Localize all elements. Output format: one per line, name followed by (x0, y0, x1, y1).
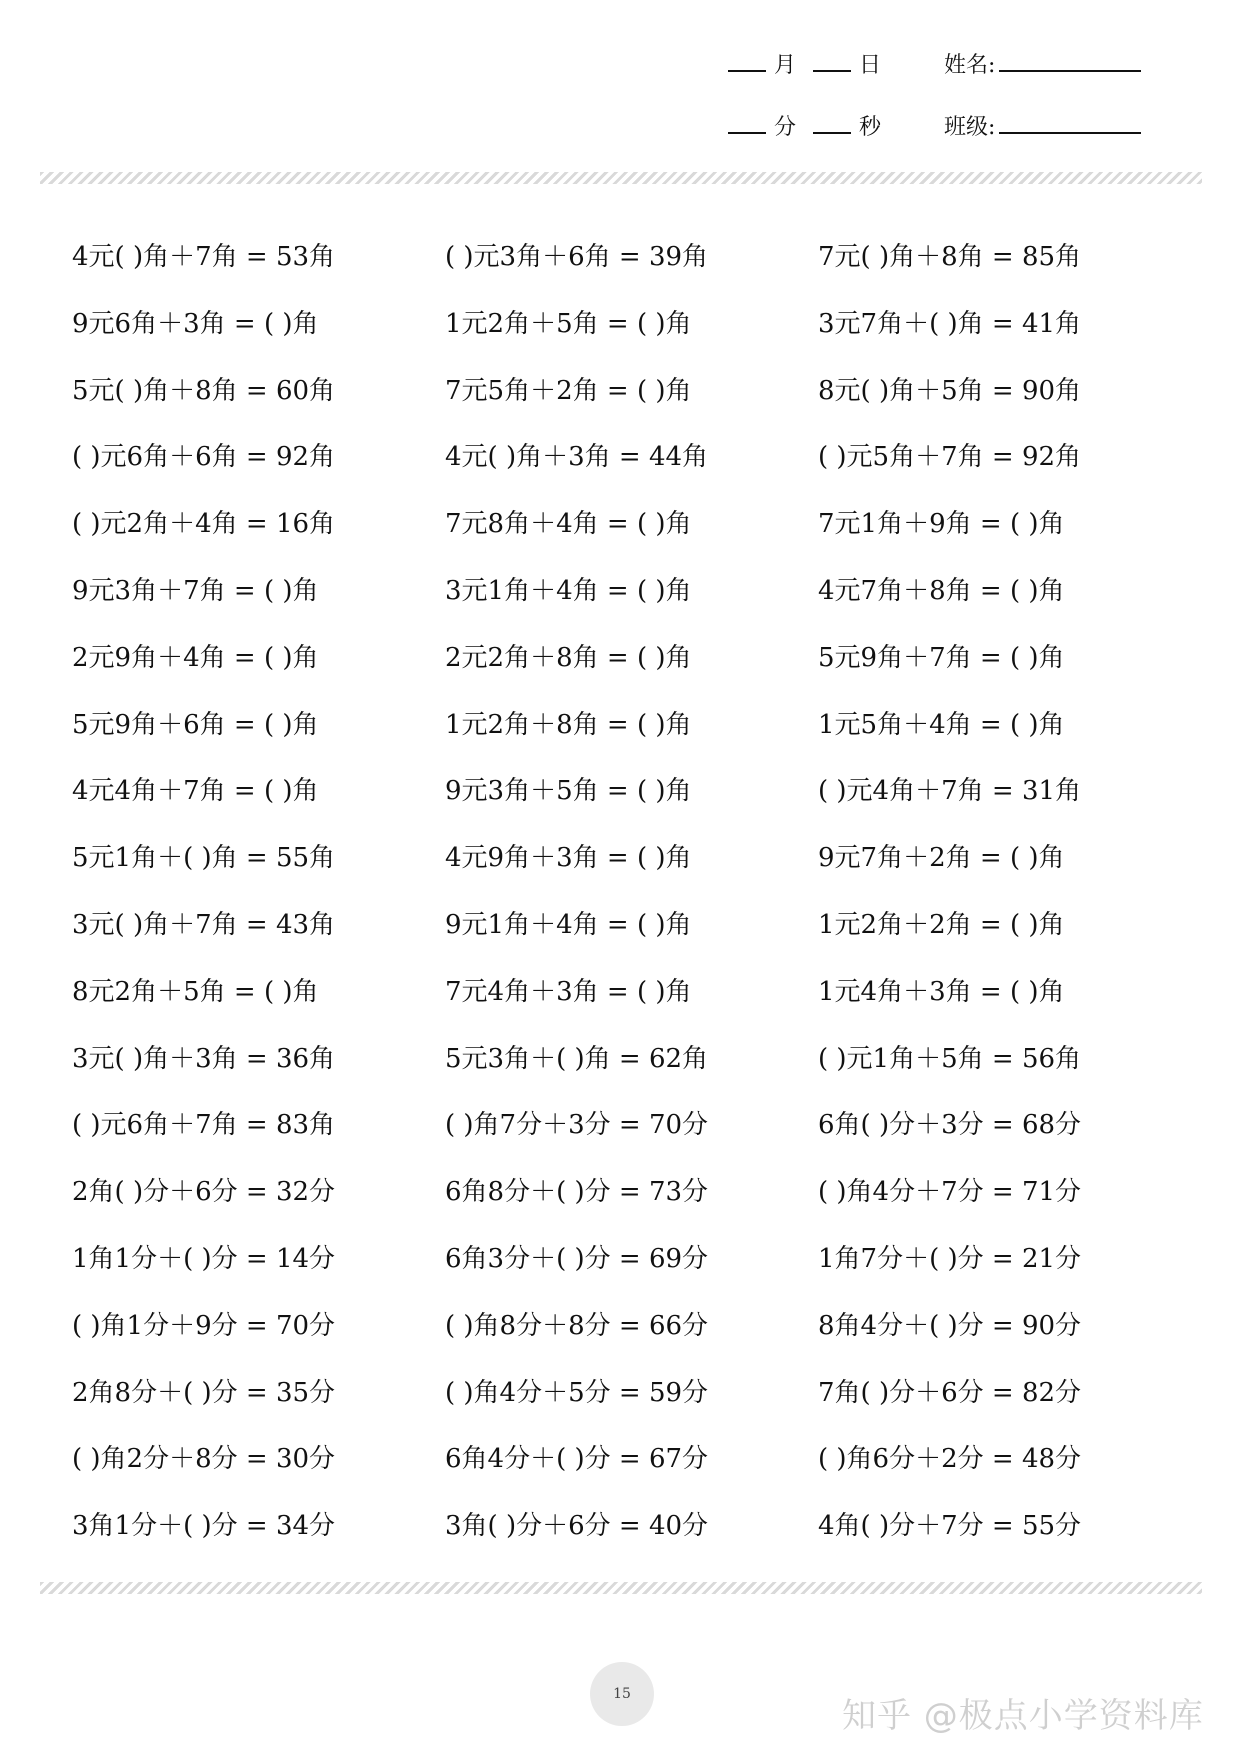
class-label: 班级: (944, 115, 996, 140)
problem-item: ( )角4分＋5分 = 59分 (445, 1377, 709, 1408)
name-blank[interactable] (999, 50, 1141, 72)
second-label: 秒 (859, 115, 882, 140)
name-label: 姓名: (944, 53, 996, 78)
problem-item: ( )元6角＋6角 = 92角 (72, 442, 336, 473)
page-number: 15 (590, 1662, 654, 1726)
problem-item: ( )元6角＋7角 = 83角 (72, 1110, 336, 1141)
problem-item: 7元5角＋2角 = ( )角 (445, 375, 692, 406)
minute-label: 分 (774, 115, 797, 140)
problem-item: 8角4分＋( )分 = 90分 (818, 1310, 1082, 1341)
second-blank[interactable] (813, 112, 851, 134)
problem-item: 4元7角＋8角 = ( )角 (818, 575, 1065, 606)
problem-item: 1角7分＋( )分 = 21分 (818, 1243, 1082, 1274)
problem-item: 2角8分＋( )分 = 35分 (72, 1377, 336, 1408)
problem-item: 8元2角＋5角 = ( )角 (72, 976, 319, 1007)
day-label: 日 (859, 53, 882, 78)
time-class-row (728, 112, 1141, 143)
problem-item: 9元7角＋2角 = ( )角 (818, 843, 1065, 874)
problem-item: 9元3角＋7角 = ( )角 (72, 575, 319, 606)
problem-item: 7元8角＋4角 = ( )角 (445, 509, 692, 540)
problem-item: 1元2角＋2角 = ( )角 (818, 909, 1065, 940)
problem-item: 7元4角＋3角 = ( )角 (445, 976, 692, 1007)
problem-item: 5元1角＋( )角 = 55角 (72, 843, 336, 874)
problem-item: ( )元4角＋7角 = 31角 (818, 776, 1082, 807)
problem-item: ( )角7分＋3分 = 70分 (445, 1110, 709, 1141)
problem-item: ( )角1分＋9分 = 70分 (72, 1310, 336, 1341)
day-blank[interactable] (813, 50, 851, 72)
problem-item: ( )角2分＋8分 = 30分 (72, 1444, 336, 1475)
problem-item: 1元2角＋5角 = ( )角 (445, 308, 692, 339)
problem-item: ( )元2角＋4角 = 16角 (72, 509, 336, 540)
problem-item: ( )元5角＋7角 = 92角 (818, 442, 1082, 473)
problem-item: 2角( )分＋6分 = 32分 (72, 1177, 336, 1208)
problem-item: 6角8分＋( )分 = 73分 (445, 1177, 709, 1208)
problem-item: 4角( )分＋7分 = 55分 (818, 1511, 1082, 1542)
problem-item: 7角( )分＋6分 = 82分 (818, 1377, 1082, 1408)
problem-item: 9元6角＋3角 = ( )角 (72, 308, 319, 339)
problem-item: 3元( )角＋3角 = 36角 (72, 1043, 336, 1074)
problem-item: 3元7角＋( )角 = 41角 (818, 308, 1082, 339)
problem-item: 9元1角＋4角 = ( )角 (445, 909, 692, 940)
problem-item: 4元( )角＋3角 = 44角 (445, 442, 709, 473)
worksheet-header (0, 0, 1240, 160)
problem-item: 3角( )分＋6分 = 40分 (445, 1511, 709, 1542)
class-blank[interactable] (999, 112, 1141, 134)
problem-item: 3角1分＋( )分 = 34分 (72, 1511, 336, 1542)
problem-item: ( )角4分＋7分 = 71分 (818, 1177, 1082, 1208)
problem-item: 6角3分＋( )分 = 69分 (445, 1243, 709, 1274)
minute-blank[interactable] (728, 112, 766, 134)
problem-item: ( )角8分＋8分 = 66分 (445, 1310, 709, 1341)
problem-item: 1元5角＋4角 = ( )角 (818, 709, 1065, 740)
month-label: 月 (774, 53, 797, 78)
problem-item: 4元( )角＋7角 = 53角 (72, 242, 336, 272)
problem-item: 5元9角＋6角 = ( )角 (72, 709, 319, 740)
problem-item: 9元3角＋5角 = ( )角 (445, 776, 692, 807)
problem-item: 3元1角＋4角 = ( )角 (445, 575, 692, 606)
problem-item: 6角( )分＋3分 = 68分 (818, 1110, 1082, 1141)
problem-item: 4元9角＋3角 = ( )角 (445, 843, 692, 874)
problem-item: ( )元1角＋5角 = 56角 (818, 1043, 1082, 1074)
problem-item: 8元( )角＋5角 = 90角 (818, 375, 1082, 406)
problem-item: 2元9角＋4角 = ( )角 (72, 642, 319, 673)
bottom-divider (40, 1582, 1202, 1594)
problem-item: 1角1分＋( )分 = 14分 (72, 1243, 336, 1274)
problem-item: 7元( )角＋8角 = 85角 (818, 242, 1082, 272)
problem-item: 1元4角＋3角 = ( )角 (818, 976, 1065, 1007)
watermark: 知乎 @极点小学资料库 (842, 1696, 1204, 1736)
problem-item: 5元3角＋( )角 = 62角 (445, 1043, 709, 1074)
problem-item: 5元9角＋7角 = ( )角 (818, 642, 1065, 673)
top-divider (40, 172, 1202, 184)
problem-item: ( )元3角＋6角 = 39角 (445, 242, 709, 272)
problem-item: 6角4分＋( )分 = 67分 (445, 1444, 709, 1475)
problem-item: 1元2角＋8角 = ( )角 (445, 709, 692, 740)
problem-item: 5元( )角＋8角 = 60角 (72, 375, 336, 406)
date-name-row (728, 50, 1141, 81)
problem-item: 4元4角＋7角 = ( )角 (72, 776, 319, 807)
problem-item: 3元( )角＋7角 = 43角 (72, 909, 336, 940)
problem-grid (72, 232, 1192, 1562)
problem-item: 2元2角＋8角 = ( )角 (445, 642, 692, 673)
month-blank[interactable] (728, 50, 766, 72)
problem-item: ( )角6分＋2分 = 48分 (818, 1444, 1082, 1475)
problem-item: 7元1角＋9角 = ( )角 (818, 509, 1065, 540)
